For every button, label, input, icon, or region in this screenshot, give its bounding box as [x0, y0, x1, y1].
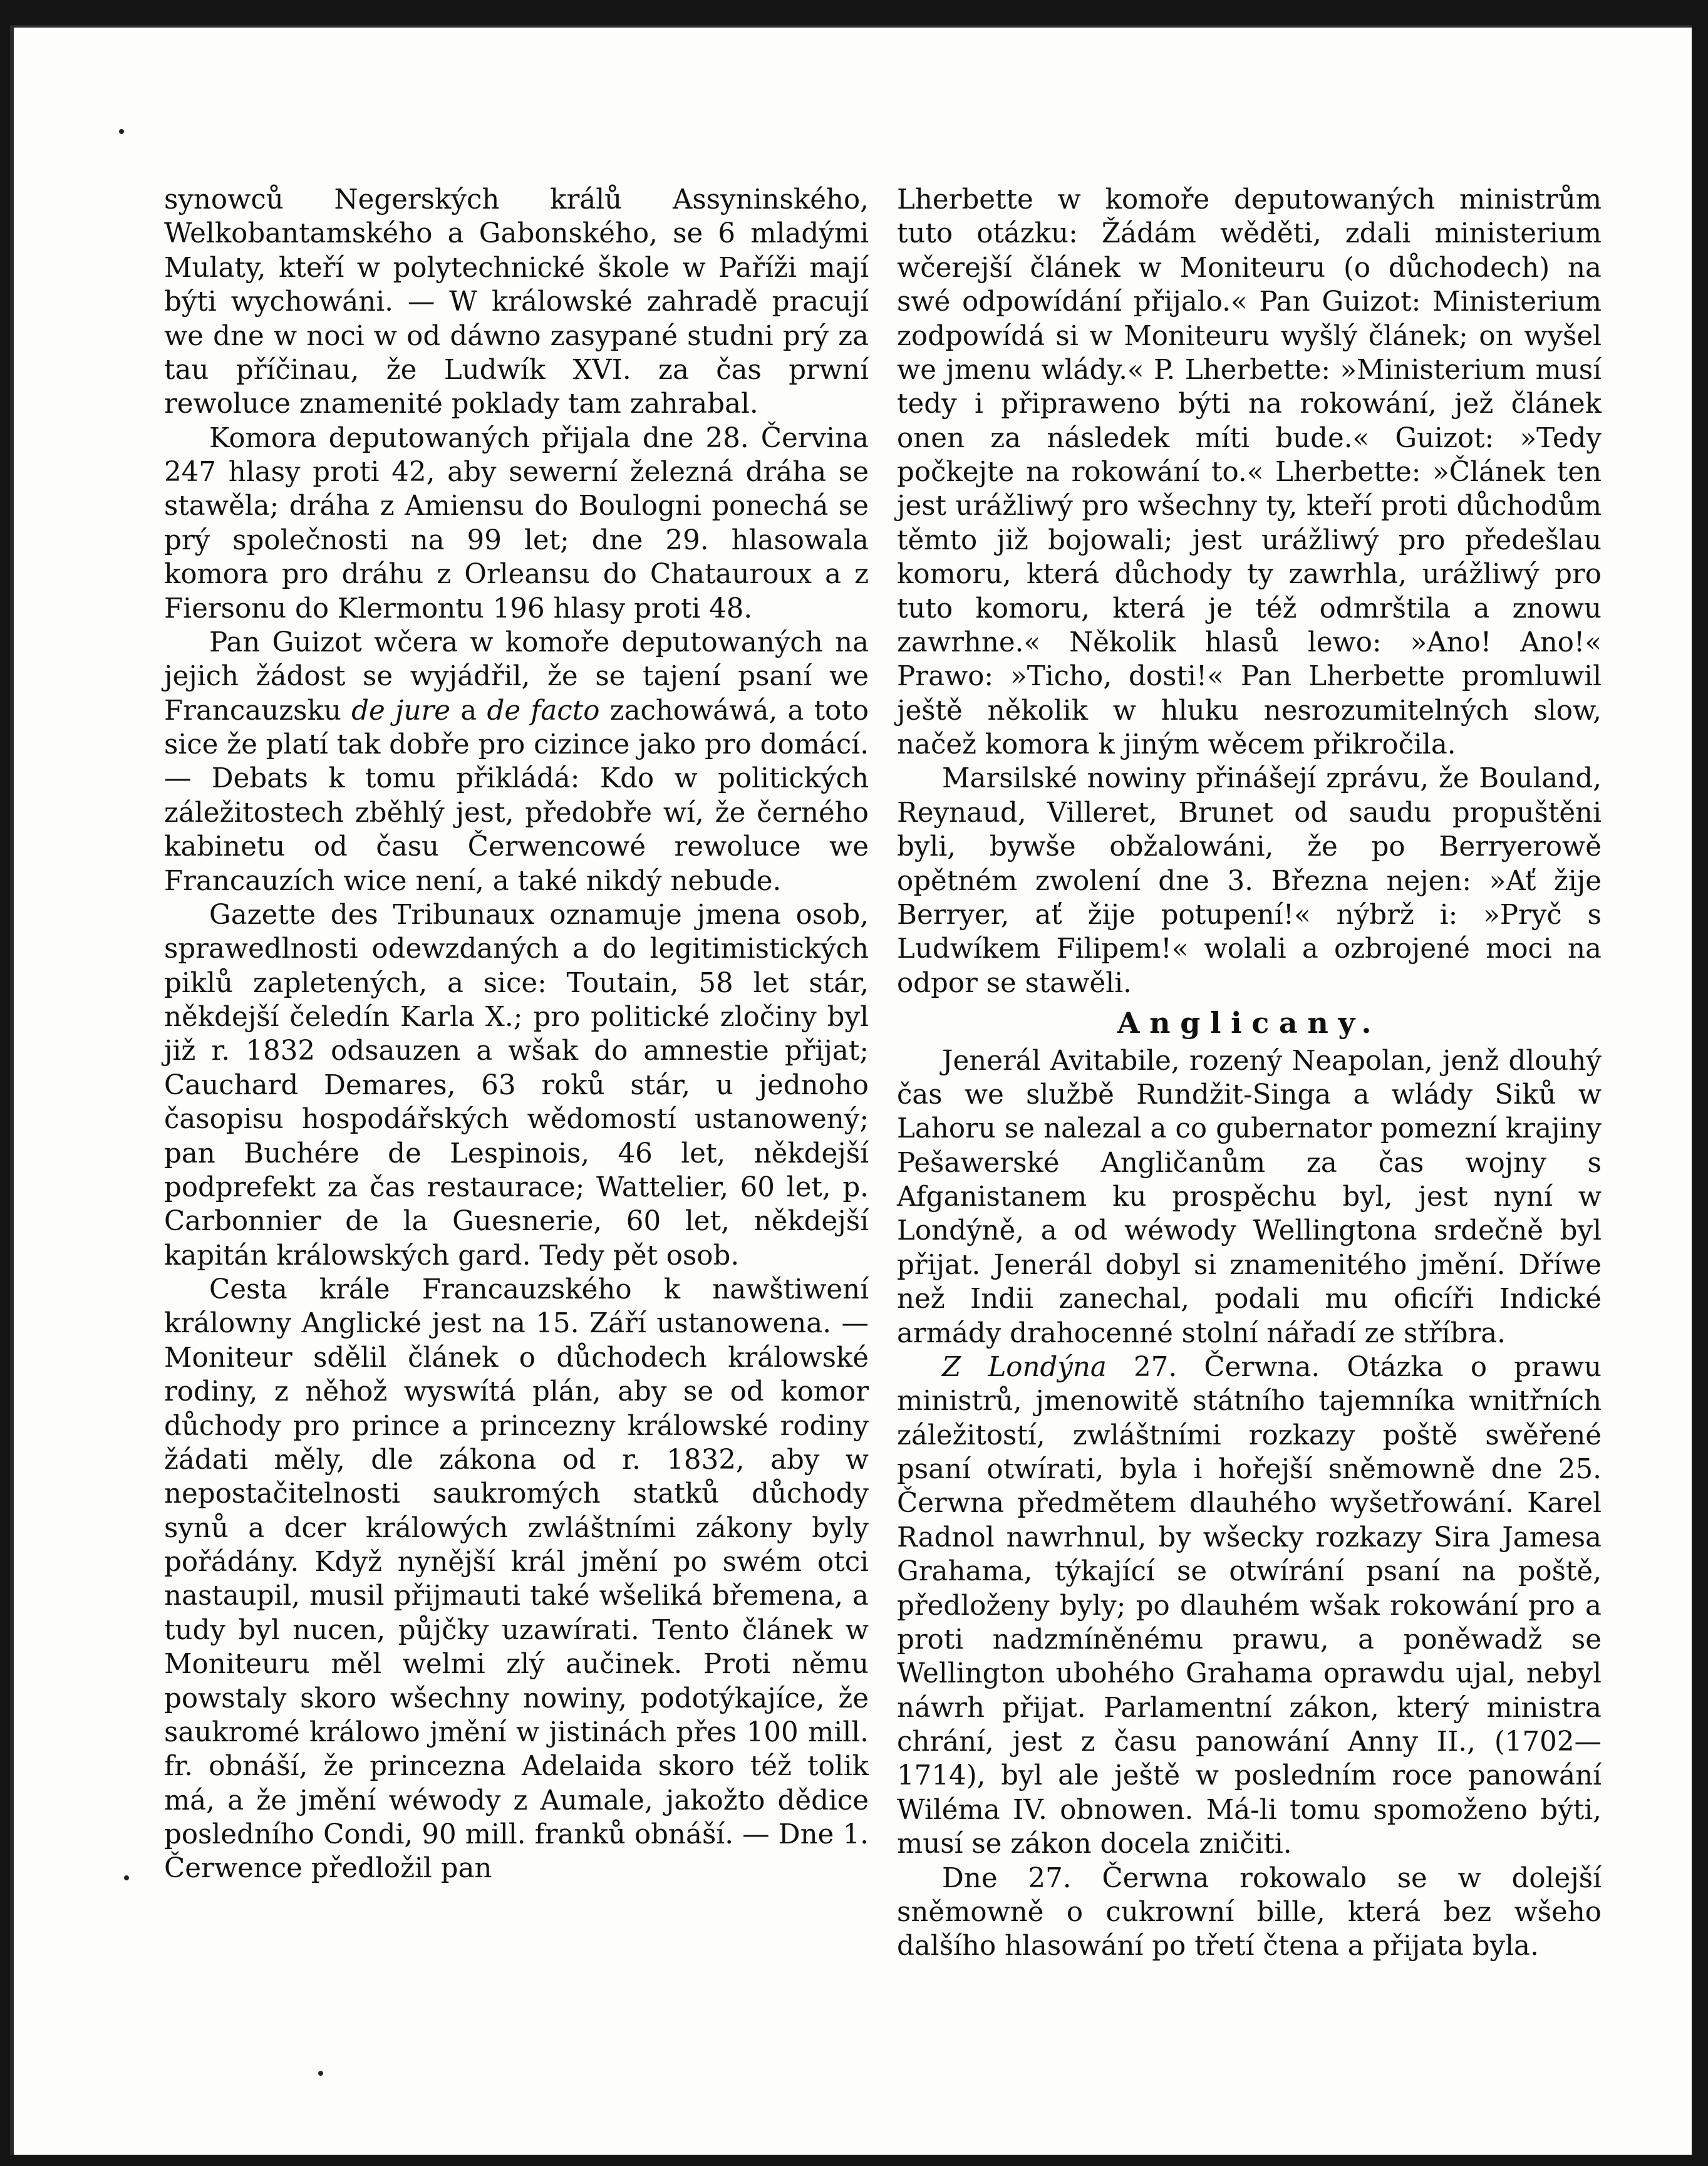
- paragraph-gazette-tribunaux: Gazette des Tribunaux oznamuje jmena osob, sprawedlnosti odewzdaných a do legitimistických piklů zapletených, a sice: Toutain, 58 let stár, někdejší čeledín Karla X.; pro politické zločiny byl již r. 1832 odsauzen a wšak do amnestie přijat; Cauchard Demares, 63 roků stár, u jednoho časopisu hospodářských wědomostí ustanowený; pan Buchére de Lespinois, 46 let, někdejší podprefekt za čas restaurace; Wattelier, 60 let, p. Carbonnier de la Guesnerie, 60 let, někdejší kapitán králowských gard. Tedy pět osob.: [164, 899, 869, 1272]
- paragraph-london-dispatch: [897, 1350, 1602, 1862]
- section-heading-england: Anglicany.: [1117, 1006, 1382, 1040]
- paragraph-lherbette-debate: Lherbette w komoře deputowaných ministrům tuto otázku: Žádám wěděti, zdali ministerium wčerejší článek w Moniteuru (o důchodech) na swé odpowídání přijalo.« Pan Guizot: Ministerium zodpowídá si w Moniteuru wyšlý článek; on wyšel we jmenu wlády.« P. Lherbette: »Ministerium musí tedy i připraweno býti na rokowání, jež článek onen za následek míti bude.« Guizot: »Tedy počkejte na rokowání to.« Lherbette: »Článek ten jest urážliwý pro wšechny ty, kteří proti důchodům těmto již bojowali; jest urážliwý pro předešlau komoru, která důchody ty zawrhla, urážliwý pro tuto komoru, která je též odmrštila a znowu zawrhne.« Několik hlasů lewo: »Ano! Ano!« Prawo: »Ticho, dosti!« Pan Lherbette promluwil ještě několik w hluku nesrozumitelných slow, načež komora k jiným wěcem přikročila.: [897, 184, 1602, 760]
- paragraph-king-journey: Cesta krále Francauzského k nawštiwení králowny Anglické jest na 15. Září ustanowena. — Moniteur sdělil článek o důchodech králowské rodiny, z něhož wyswítá plán, aby se od komor důchody pro prince a princezny králowské rodiny žádati měly, dle zákona od r. 1832, aby w nepostačitelnosti saukromých statků důchody synů a dcer králowých zwláštními zákony byly pořádány. Když nynější král jmění po swém otci nastaupil, musil přijmauti také wšeliká břemena, a tudy byl nucen, půjčky uzawírati. Tento článek w Moniteuru měl welmi zlý aučinek. Proti němu powstaly skoro wšechny nowiny, podotýkajíce, že saukromé králowo jmění w jistinách přes 100 mill. fr. obnáší, že princezna Adelaida skoro též tolik má, a že jmění wéwody z Aumale, jakožto dědice posledního Condi, 90 mill. franků obnáší. — Dne 1. Čerwence předložil pan: [164, 1274, 869, 1885]
- ink-speck: [119, 129, 124, 134]
- paragraph-negro-kings: synowců Negerských králů Assyninského, Welkobantamského a Gabonského, se 6 mladými Mulaty, kteří w polytechnické škole w Paříži mají býti wychowáni. — W králowské zahradě pracují we dne w noci w od dáwno zasypané studni prý za tau příčinau, že Ludwík XVI. za čas prwní rewoluce znamenité poklady tam zahrabal.: [164, 184, 869, 420]
- paragraph-sugar-bill: Dne 27. Čerwna rokowalo se w dolejší sněmowně o cukrowní bille, která bez wšeho dalšího hlasowání po třetí čtena a přijata byla.: [897, 1862, 1602, 1962]
- right-column: [897, 183, 1602, 1964]
- dateline-place: Z Londýna: [942, 1351, 1107, 1383]
- de-facto-term: de facto: [487, 695, 600, 727]
- de-jure-term: de jure: [351, 695, 451, 727]
- paragraph-railway-vote: Komora deputowaných přijala dne 28. Červina 247 hlasy proti 42, aby sewerní železná dráha se stawěla; dráha z Amiensu do Boulogni ponechá se prý společnosti na 99 let; dne 29. hlasowala komora pro dráhu z Orleansu do Chatauroux a z Fiersonu do Klermontu 196 hlasy proti 48.: [164, 422, 869, 624]
- guizot-text-and: a: [450, 695, 487, 727]
- paragraph-guizot-letters: [164, 626, 869, 898]
- guizot-text-end: zachowáwá, a toto sice že platí tak dobře pro cizince jako pro domácí. — Debats k tomu přikládá: Kdo w politických záležitostech zběhlý jest, předobře wí, že černého kabinetu od času Čerwencowé rewoluce we Francauzích wice není, a také nikdý nebude.: [164, 695, 869, 897]
- paragraph-avitabile: Jenerál Avitabile, rozený Neapolan, jenž dlouhý čas we službě Rundžit-Singa a wlády Siků w Lahoru se nalezal a co gubernator pomezní krajiny Pešawerské Angličanům za čas wojny s Afganistanem ku prospěchu byl, jest nyní w Londýně, a od wéwody Wellingtona srdečně byl přijat. Jenerál dobyl si znamenitého jmění. Dříwe než Indii zanechal, podali mu oficíři Indické armády drahocenné stolní nářadí ze stříbra.: [897, 1045, 1602, 1349]
- document-page: [10, 25, 1692, 2155]
- ink-speck: [318, 2071, 323, 2076]
- left-column: [164, 183, 869, 1886]
- guizot-text-start: Pan Guizot wčera w komoře deputowaných na jejich žádost se wyjádřil, že se tajení psaní we Francauzsku: [164, 626, 869, 727]
- london-dispatch-text: 27. Čerwna. Otázka o prawu ministrů, jmenowitě státního tajemníka wnitřních záležitostí, zwláštními rozkazy poště swěřené psaní otwírati, byla i hořejší sněmowně dne 25. Čerwna předmětem dlauhého wyšetřowání. Karel Radnol nawrhnul, by wšecky rozkazy Sira Jamesa Grahama, týkající se otwírání psaní na poště, předloženy byly; po dlauhém wšak rokowání pro a proti nadzmíněnému prawu, a poněwadž se Wellington ubohého Grahama oprawdu ujal, nebyl náwrh přijat. Parlamentní zákon, který ministra chrání, jest z času panowání Anny II., (1702—1714), byl ale ještě w posledním roce panowání Wiléma IV. obnowen. Má-li tomu spomoženo býti, musí se zákon docela zničiti.: [897, 1351, 1602, 1860]
- paragraph-marseille-news: Marsilské nowiny přinášejí zprávu, že Bouland, Reynaud, Villeret, Brunet od saudu propuštěni byli, bywše obžalowáni, že po Berryerowě opětném zwolení dne 3. Března nejen: »Ať žije Berryer, ať žije potupení!« nýbrž i: »Pryč s Ludwíkem Filipem!« wolali a ozbrojené moci na odpor se stawěli.: [897, 763, 1602, 999]
- ink-speck: [124, 1875, 129, 1880]
